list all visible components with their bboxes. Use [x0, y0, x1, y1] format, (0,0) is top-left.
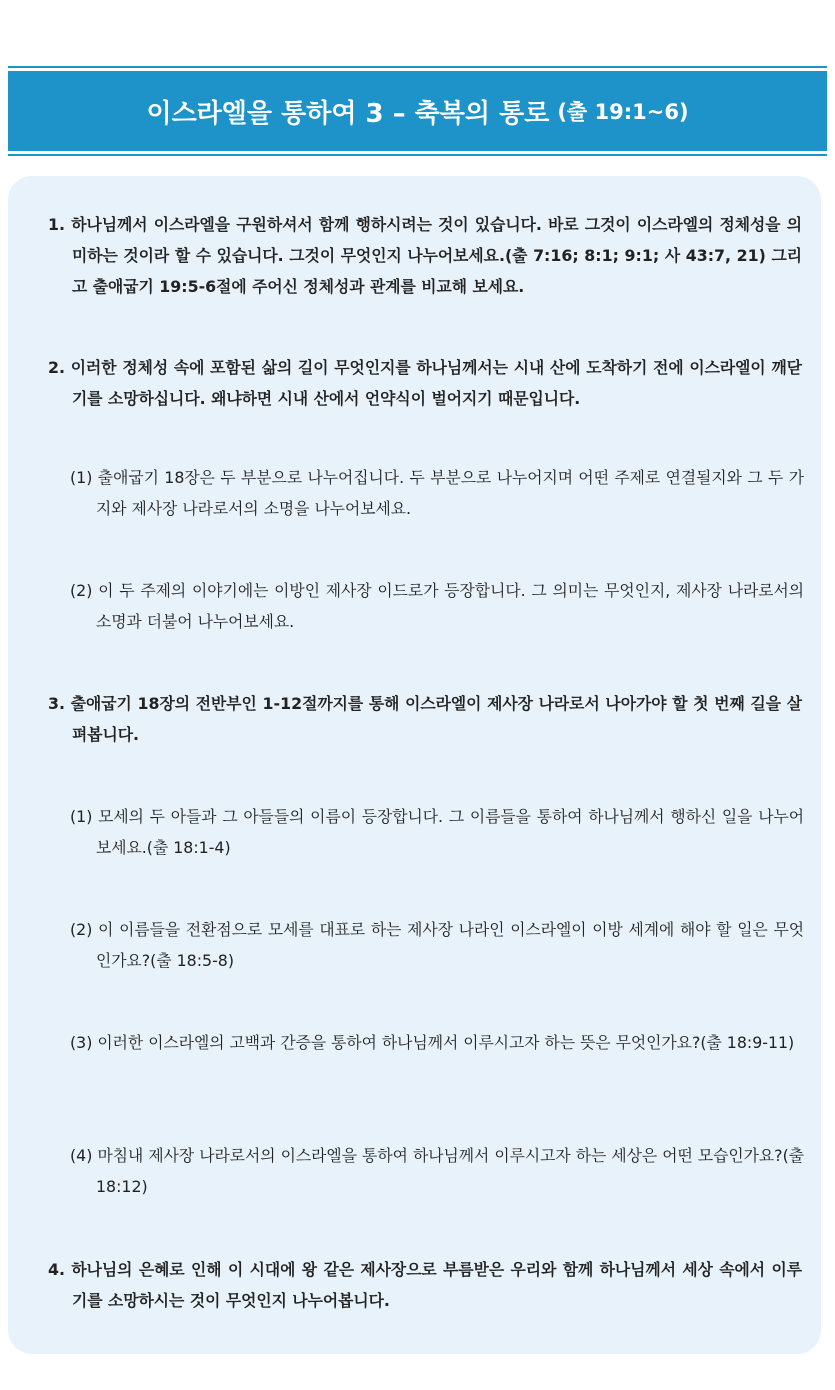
scripture-reference: (출 19:1~6) — [557, 100, 689, 124]
bottom-rule — [8, 154, 827, 156]
title-banner — [8, 71, 827, 151]
question-2: 2. 이러한 정체성 속에 포함된 삶의 길이 무엇인지를 하나님께서는 시내 산에 도착하기 전에 이스라엘이 깨닫기를 소망하십니다. 왜냐하면 시내 산에서 언약식이 벌어지기 때문입니다. — [48, 358, 802, 408]
question-1: 1. 하나님께서 이스라엘을 구원하셔서 함께 행하시려는 것이 있습니다. 바로 그것이 이스라엘의 정체성을 의미하는 것이라 할 수 있습니다. 그것이 무엇인지 나누어보세요.(출 7:16; 8:1; 9:1; 사 43:7, 21) 그리고 출애굽기 19:5-6절에 주어신 정체성과 관계를 비교해 보세요. — [48, 215, 802, 296]
question-3-sub-3: (3) 이러한 이스라엘의 고백과 간증을 통하여 하나님께서 이루시고자 하는 뜻은 무엇인가요?(출 18:9-11) — [70, 1033, 795, 1052]
page-title: 이스라엘을 통하여 3 – 축복의 통로 — [146, 98, 550, 129]
top-rule — [8, 66, 827, 68]
question-2-sub-2: (2) 이 두 주제의 이야기에는 이방인 제사장 이드로가 등장합니다. 그 의미는 무엇인지, 제사장 나라로서의 소명과 더불어 나누어보세요. — [70, 581, 804, 631]
question-3: 3. 출애굽기 18장의 전반부인 1-12절까지를 통해 이스라엘이 제사장 나라로서 나아가야 할 첫 번째 길을 살펴봅니다. — [48, 694, 802, 744]
question-4: 4. 하나님의 은혜로 인해 이 시대에 왕 같은 제사장으로 부름받은 우리와 함께 하나님께서 세상 속에서 이루기를 소망하시는 것이 무엇인지 나누어봅니다. — [48, 1260, 802, 1310]
question-3-sub-2: (2) 이 이름들을 전환점으로 모세를 대표로 하는 제사장 나라인 이스라엘이 이방 세계에 해야 할 일은 무엇인가요?(출 18:5-8) — [70, 920, 804, 970]
question-2-sub-1: (1) 출애굽기 18장은 두 부분으로 나누어집니다. 두 부분으로 나누어지며 어떤 주제로 연결될지와 그 두 가지와 제사장 나라로서의 소명을 나누어보세요. — [70, 468, 804, 518]
question-3-sub-4: (4) 마침내 제사장 나라로서의 이스라엘을 통하여 하나님께서 이루시고자 하는 세상은 어떤 모습인가요?(출 18:12) — [70, 1146, 804, 1196]
question-3-sub-1: (1) 모세의 두 아들과 그 아들들의 이름이 등장합니다. 그 이름들을 통하여 하나님께서 행하신 일을 나누어보세요.(출 18:1-4) — [70, 807, 804, 857]
